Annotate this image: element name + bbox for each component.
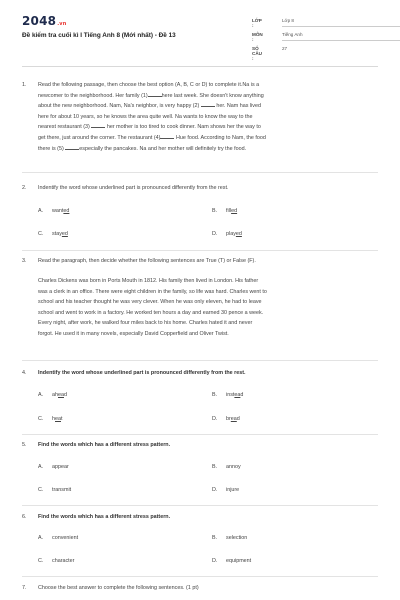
option-letter: A. bbox=[38, 208, 44, 214]
option-word: injure bbox=[226, 487, 240, 493]
passage-text: nearest restaurant (3) bbox=[38, 124, 90, 131]
logo-text: 2048 bbox=[22, 14, 57, 28]
question-text: Indentify the word whose underlined part is pronounced differently from the rest. bbox=[38, 370, 246, 376]
answer-blank bbox=[148, 96, 162, 97]
option-word: stay bbox=[52, 231, 62, 237]
option-word: convenient bbox=[52, 535, 79, 541]
option-word: ah bbox=[52, 392, 58, 398]
question-number: 5. bbox=[22, 442, 27, 448]
option-word: d bbox=[240, 392, 244, 398]
question-text: Read the paragraph, then decide whether the following sentences are True (T) or False (F). bbox=[38, 258, 256, 264]
option-word: selection bbox=[226, 535, 248, 541]
option-b[interactable] bbox=[212, 208, 237, 214]
option-d[interactable] bbox=[212, 416, 240, 422]
option-c[interactable] bbox=[38, 558, 74, 564]
question-divider bbox=[22, 360, 378, 361]
passage-text: her mother is too tired to cook dinner. Nam shows her the way to bbox=[106, 124, 261, 131]
option-letter: C. bbox=[38, 487, 44, 493]
question-divider bbox=[22, 172, 378, 173]
option-word: transmit bbox=[52, 487, 72, 493]
question-text: Find the words which has a different stress pattern. bbox=[38, 514, 171, 520]
option-a[interactable] bbox=[38, 535, 78, 541]
option-letter: D. bbox=[212, 487, 218, 493]
underlined-part: ed bbox=[231, 208, 238, 214]
question-divider bbox=[22, 250, 378, 251]
question-divider bbox=[22, 576, 378, 577]
passage-text: there is (5) bbox=[38, 145, 64, 152]
info-count-label: SỐ CÂU : bbox=[252, 46, 262, 61]
document-title: Đề kiểm tra cuối kì I Tiếng Anh 8 (Mới nhất) - Đề 13 bbox=[22, 32, 176, 39]
question-number: 1. bbox=[22, 82, 27, 88]
info-count-value: 27 bbox=[282, 46, 288, 51]
info-subject-label: MÔN : bbox=[252, 32, 263, 42]
option-word: annoy bbox=[226, 464, 241, 470]
option-d[interactable] bbox=[212, 231, 242, 237]
option-letter: B. bbox=[212, 208, 218, 214]
underlined-part: ed bbox=[63, 208, 70, 214]
passage-text: especially the pancakes. Na and her mother will definitely try the food. bbox=[79, 145, 247, 152]
option-letter: A. bbox=[38, 464, 44, 470]
option-letter: B. bbox=[212, 535, 218, 541]
question-divider bbox=[22, 434, 378, 435]
option-word: appear bbox=[52, 464, 69, 470]
question-number: 6. bbox=[22, 514, 27, 520]
question-divider bbox=[22, 505, 378, 506]
option-letter: B. bbox=[212, 464, 218, 470]
passage-text: about the new neighborhood. Nam, Na's neighbor, is very happy (2) bbox=[38, 103, 200, 110]
option-c[interactable] bbox=[38, 416, 63, 422]
option-letter: D. bbox=[212, 416, 218, 422]
question-1-passage bbox=[38, 80, 378, 154]
option-word: t bbox=[61, 416, 63, 422]
question-3-passage bbox=[38, 276, 378, 340]
option-letter: D. bbox=[212, 231, 218, 237]
question-number: 2. bbox=[22, 185, 27, 191]
option-b[interactable] bbox=[212, 464, 241, 470]
passage-line: was a clerk in an office. There were eight children in the family, so life was hard. Charles went to bbox=[38, 288, 267, 295]
option-letter: D. bbox=[212, 558, 218, 564]
underlined-part: ea bbox=[234, 392, 241, 398]
info-class-label: LỚP : bbox=[252, 18, 262, 28]
option-word: d bbox=[64, 392, 67, 398]
option-a[interactable] bbox=[38, 464, 69, 470]
option-c[interactable] bbox=[38, 487, 71, 493]
underlined-part: ea bbox=[58, 392, 64, 398]
option-b[interactable] bbox=[212, 392, 243, 398]
option-letter: C. bbox=[38, 416, 44, 422]
passage-line: Every night, after work, he walked four miles back to his home. Charles hated it and never bbox=[38, 320, 253, 327]
option-word: equipment bbox=[226, 558, 252, 564]
passage-line: school and his teacher thought he was very clever. When he was only eleven, he had to leave bbox=[38, 299, 262, 306]
answer-blank bbox=[91, 127, 105, 128]
option-word: br bbox=[226, 416, 231, 422]
question-text: Choose the best answer to complete the following sentences. (1 pt) bbox=[38, 585, 199, 591]
option-word: want bbox=[52, 208, 64, 214]
passage-text: Hue food. According to Nam, the food bbox=[175, 134, 266, 141]
option-word: fill bbox=[226, 208, 232, 214]
passage-line: school and went to work in a factory. He worked ten hours a day and earned 30 pence a week. bbox=[38, 309, 264, 316]
logo-suffix: .vn bbox=[57, 21, 67, 27]
option-letter: A. bbox=[38, 535, 44, 541]
info-class-value: Lớp 8 bbox=[282, 18, 294, 23]
option-b[interactable] bbox=[212, 535, 247, 541]
option-d[interactable] bbox=[212, 487, 239, 493]
question-number: 7. bbox=[22, 585, 27, 591]
answer-blank bbox=[65, 149, 79, 150]
passage-text: newcomer to the neighborhood. Her family (1) bbox=[38, 92, 148, 99]
question-number: 3. bbox=[22, 258, 27, 264]
option-letter: C. bbox=[38, 231, 44, 237]
option-word: character bbox=[52, 558, 75, 564]
info-subject-value: Tiếng Anh bbox=[282, 32, 303, 37]
underlined-part: ed bbox=[235, 231, 242, 237]
option-a[interactable] bbox=[38, 392, 67, 398]
option-letter: A. bbox=[38, 392, 44, 398]
passage-text: her. Nam has lived bbox=[216, 103, 262, 110]
option-word: h bbox=[52, 416, 55, 422]
option-word: play bbox=[226, 231, 236, 237]
option-letter: C. bbox=[38, 558, 44, 564]
answer-blank bbox=[201, 106, 215, 107]
option-word: inst bbox=[226, 392, 235, 398]
option-letter: B. bbox=[212, 392, 218, 398]
passage-text: here last week. She doesn't know anything bbox=[161, 92, 264, 99]
option-c[interactable] bbox=[38, 231, 68, 237]
question-text: Find the words which has a different stress pattern. bbox=[38, 442, 171, 448]
passage-text: here for about 10 years, so he knows the area quite well. Na wants to know the way to the bbox=[38, 113, 253, 120]
answer-blank bbox=[160, 138, 174, 139]
passage-text: Read the following passage, then choose the best option (A, B, C or D) to complete it.Na is a bbox=[38, 82, 260, 88]
passage-text: get there, just around the corner. The restaurant (4) bbox=[38, 134, 161, 141]
passage-line: Charles Dickens was born in Ports Mouth in 1812. His family then lived in London. His father bbox=[38, 278, 259, 284]
passage-line: forgot. He used it in many novels, especially David Copperfield and Oliver Twist. bbox=[38, 330, 229, 337]
underlined-part: ea bbox=[55, 416, 61, 422]
underlined-part: ea bbox=[230, 416, 237, 422]
option-d[interactable] bbox=[212, 558, 251, 564]
question-number: 4. bbox=[22, 370, 27, 376]
underlined-part: ed bbox=[61, 231, 68, 237]
question-text: Indentify the word whose underlined part is pronounced differently from the rest. bbox=[38, 185, 229, 191]
option-a[interactable] bbox=[38, 208, 69, 214]
option-word: d bbox=[236, 416, 240, 422]
